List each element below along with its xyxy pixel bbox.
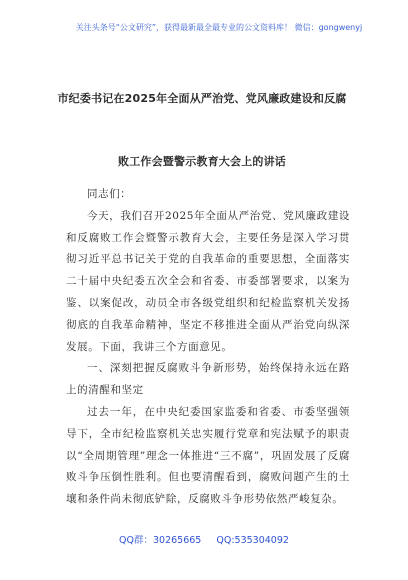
paragraph-situation: 过去一年，在中央纪委国家监委和省委、市委坚强领导下，全市纪检监察机关忠实履行党章和宪法赋予的职责以“全周期管理”理念一体推进“三不腐”，巩固发展了反腐败斗争压倒性胜利。但也要清醒看到，腐败问题产生的土壤和条件尚未彻底铲除，反腐败斗争形势依然严峻复杂。 [66,405,350,506]
contact-footer [0,532,408,546]
greeting: 同志们： [87,188,132,200]
document-title-line-2: 败工作会暨警示教育大会上的讲话 [118,155,286,168]
paragraph-intro: 今天，我们召开2025年全面从严治党、党风廉政建设和反腐败工作会暨警示教育大会，主要任务是深入学习贯彻习近平总书记关于党的自我革命的重要思想，全面落实二十届中央纪委五次全会和省委、市委部署要求，以案为鉴、以案促改，动员全市各级党组织和纪检监察机关发扬彻底的自我革命精神，坚定不移推进全面从严治党向纵深发展。下面，我讲三个方面意见。 [66,209,350,353]
document-title-line-1: 市纪委书记在2025年全面从严治党、党风廉政建设和反腐 [57,92,347,105]
qq-text: QQ:535304092 [216,535,289,546]
speech-body [66,184,350,511]
section-heading-1: 一、深刻把握反腐败斗争新形势，始终保持永远在路上的清醒和坚定 [66,362,350,397]
promo-banner: 关注头条号“公文研究”，获得最新最全最专业的公文资料库！ 微信：gongwenyj [75,23,363,32]
qq-group-text: QQ群：30265665 [119,535,202,546]
